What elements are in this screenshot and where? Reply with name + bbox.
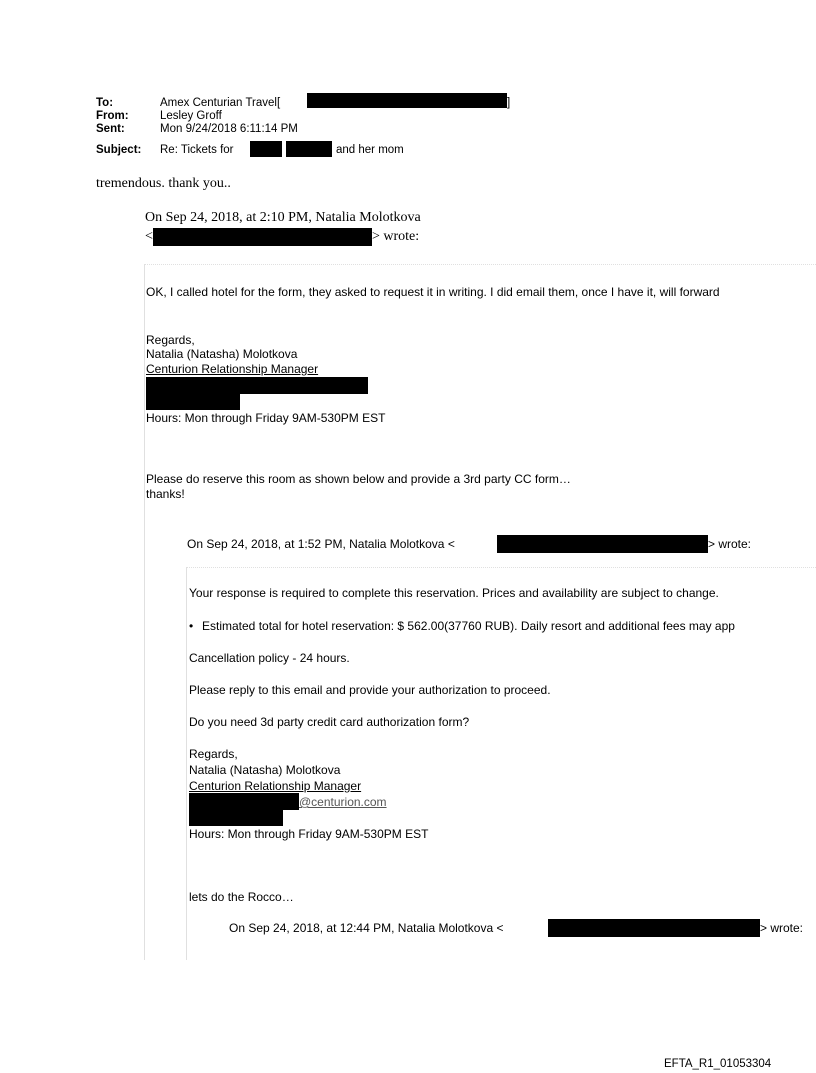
quote1-reply-line1: Please do reserve this room as shown below and provide a 3rd party CC form… — [146, 472, 571, 486]
to-value: Amex Centurian Travel[ — [160, 97, 281, 109]
reply-text: tremendous. thank you.. — [96, 176, 231, 191]
subject-label: Subject: — [96, 144, 142, 156]
quote1-hours: Hours: Mon through Friday 9AM-530PM EST — [146, 411, 386, 425]
document-id: EFTA_R1_01053304 — [664, 1058, 772, 1070]
quote1-sig-title: Centurion Relationship Manager — [146, 362, 319, 376]
quote1-intro-wrote: > wrote: — [372, 229, 420, 244]
quote3-intro-prefix: On Sep 24, 2018, at 12:44 PM, Natalia Molotkova < — [229, 921, 504, 935]
redaction-subject-1 — [250, 141, 282, 157]
quote2-left-border — [186, 567, 187, 960]
quote2-line1: Your response is required to complete this reservation. Prices and availability are subject to change. — [189, 586, 719, 600]
quote1-reply-line2: thanks! — [146, 487, 185, 501]
quote2-line5: Do you need 3d party credit card authorization form? — [189, 715, 470, 729]
quote2-line2: Estimated total for hotel reservation: $ 562.00(37760 RUB). Daily resort and additional fees may app — [202, 619, 735, 633]
quote2-email-link[interactable]: @centurion.com — [299, 795, 387, 809]
quote1-top-border — [145, 264, 816, 265]
redaction-quote2-email-user — [189, 793, 299, 810]
quote2-hours: Hours: Mon through Friday 9AM-530PM EST — [189, 827, 429, 841]
redaction-quote3-email — [548, 919, 760, 937]
to-label: To: — [96, 97, 114, 109]
quote2-sig-title: Centurion Relationship Manager — [189, 779, 362, 793]
to-close-bracket: ] — [507, 97, 511, 109]
quote2-reply-line: lets do the Rocco… — [189, 890, 294, 904]
quote1-intro-line1: On Sep 24, 2018, at 2:10 PM, Natalia Molotkova — [145, 210, 421, 225]
redaction-to-email — [307, 93, 507, 108]
quote2-top-border — [186, 567, 816, 568]
redaction-quote2-sig — [189, 810, 283, 826]
subject-suffix: and her mom — [336, 144, 404, 156]
redaction-quote1-email — [153, 228, 372, 246]
quote1-body-line: OK, I called hotel for the form, they asked to request it in writing. I did email them, once I have it, will forward — [146, 285, 720, 299]
quote2-line4: Please reply to this email and provide your authorization to proceed. — [189, 683, 551, 697]
subject-prefix: Re: Tickets for — [160, 144, 234, 156]
sent-value: Mon 9/24/2018 6:11:14 PM — [160, 123, 298, 135]
redaction-quote2-email — [497, 535, 708, 553]
quote2-intro-prefix: On Sep 24, 2018, at 1:52 PM, Natalia Molotkova < — [187, 537, 455, 551]
from-label: From: — [96, 110, 129, 122]
redaction-quote1-sig-2 — [146, 394, 240, 410]
quote2-sig-name: Natalia (Natasha) Molotkova — [189, 763, 341, 777]
quote1-regards: Regards, — [146, 333, 195, 347]
quote1-intro-lt: < — [145, 229, 153, 244]
quote3-intro-wrote: > wrote: — [760, 921, 804, 935]
from-value: Lesley Groff — [160, 110, 222, 122]
redaction-subject-2 — [286, 141, 332, 157]
quote1-sig-name: Natalia (Natasha) Molotkova — [146, 347, 298, 361]
redaction-quote1-sig-1 — [146, 377, 368, 394]
quote1-left-border — [144, 264, 145, 960]
quote2-intro-wrote: > wrote: — [708, 537, 752, 551]
sent-label: Sent: — [96, 123, 125, 135]
quote2-line3: Cancellation policy - 24 hours. — [189, 651, 350, 665]
quote2-regards: Regards, — [189, 747, 238, 761]
quote2-bullet: • — [189, 619, 194, 633]
